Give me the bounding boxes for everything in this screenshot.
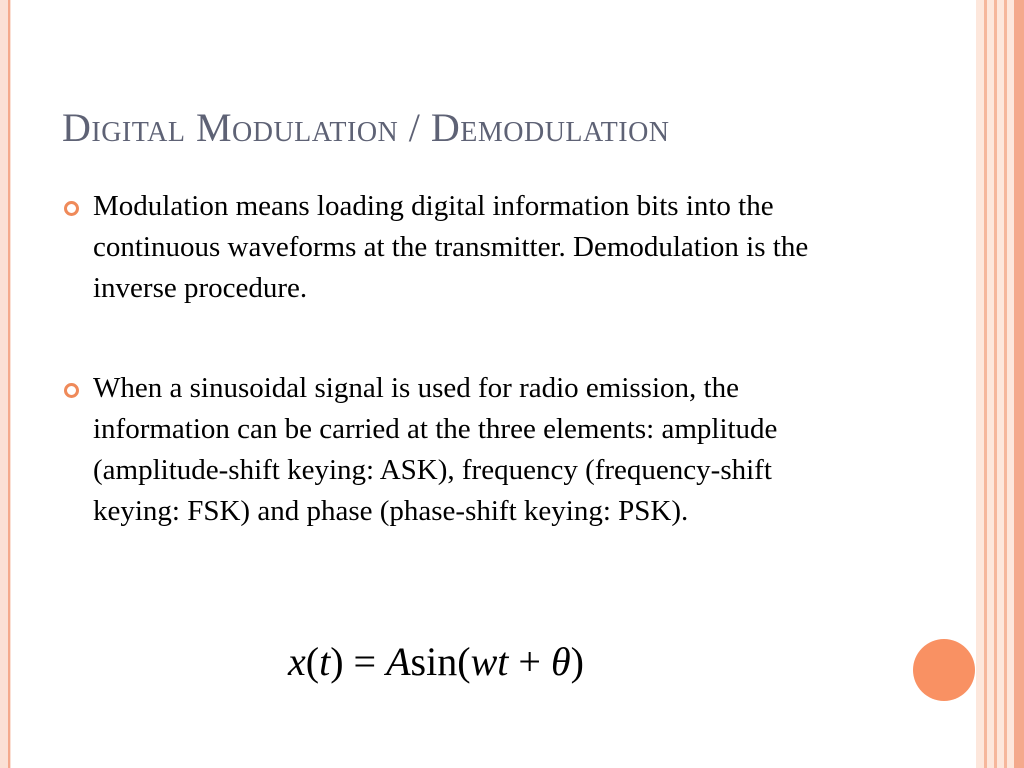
stripe-5 [997, 0, 1004, 768]
bullet-item [64, 186, 864, 309]
bullet-item [64, 368, 864, 532]
left-border-band [0, 0, 11, 768]
bullet-text: When a sinusoidal signal is used for radio emission, the information can be carried at the three elements: amplitude (amplitude-shift keying: ASK), frequency (frequency-shift keying: FSK) and phase (phase-shift keying: PSK). [93, 372, 778, 527]
formula-t: t [319, 639, 331, 684]
modulation-formula: x(t) = Asin(wt + θ) [288, 639, 584, 684]
slide-title: Digital Modulation / Demodulation [62, 105, 670, 150]
bullet-circle-icon [64, 201, 79, 216]
stripe-1 [976, 0, 984, 768]
bullet-list [64, 186, 864, 532]
formula-equals: = [353, 639, 377, 684]
right-border-stripes [976, 0, 1024, 768]
stripe-7 [1007, 0, 1014, 768]
formula-theta: θ [550, 639, 571, 684]
stripe-8 [1014, 0, 1024, 768]
formula-w: w [470, 639, 498, 684]
formula-x: x [288, 639, 306, 684]
decorative-circle [913, 639, 975, 701]
left-border-line [8, 0, 10, 768]
formula-func: sin [410, 639, 458, 684]
stripe-3 [987, 0, 994, 768]
formula-amplitude: A [386, 639, 411, 684]
formula-t2: t [497, 639, 509, 684]
bullet-text: Modulation means loading digital information bits into the continuous waveforms at the transmitter. Demodulation is the inverse procedure. [93, 190, 809, 304]
bullet-circle-icon [64, 383, 79, 398]
formula-plus: + [518, 639, 541, 684]
